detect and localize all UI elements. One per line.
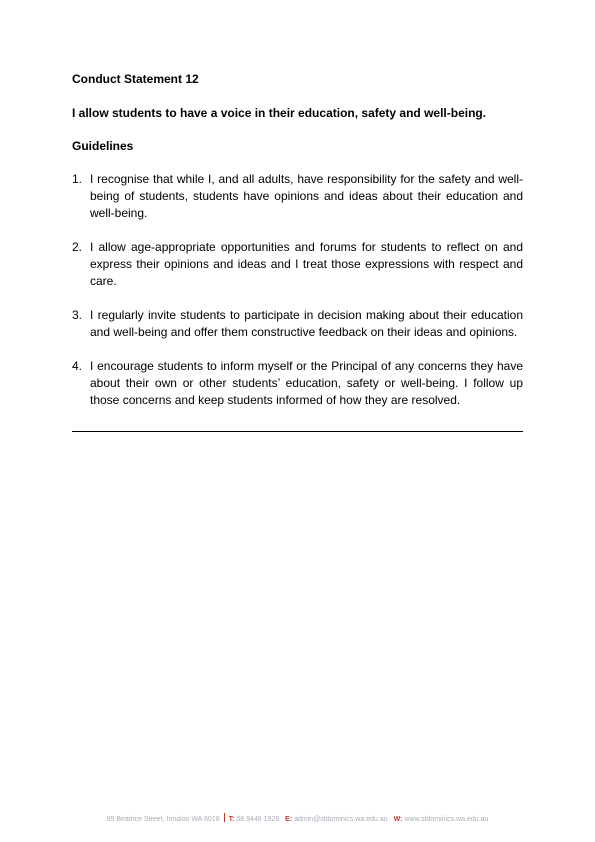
page-footer — [0, 813, 595, 825]
footer-email[interactable]: admin@stdominics.wa.edu.au — [294, 816, 388, 823]
footer-phone-label: T: — [228, 816, 235, 823]
guideline-text: I recognise that while I, and all adults, have responsibility for the safety and well-being of students, students have opinions and ideas about their education and well-being. — [90, 172, 523, 220]
footer-phone: 08 9446 1929 — [236, 816, 280, 823]
guideline-number: 1. — [72, 172, 83, 186]
guidelines-heading: Guidelines — [72, 139, 134, 153]
section-divider — [72, 431, 523, 432]
footer-separator — [224, 813, 225, 822]
guidelines-list — [72, 171, 523, 426]
statement-title: Conduct Statement 12 — [72, 72, 199, 86]
footer-web-label: W: — [393, 816, 403, 823]
guideline-item — [72, 171, 523, 222]
guideline-item — [72, 239, 523, 290]
footer-address: 95 Beatrice Street, Innaloo WA 6018 — [106, 816, 220, 823]
guideline-item — [72, 307, 523, 341]
guideline-text: I regularly invite students to participate in decision making about their education and well-being and offer them constructive feedback on their ideas and opinions. — [90, 308, 523, 339]
guideline-item — [72, 358, 523, 409]
guideline-text: I encourage students to inform myself or the Principal of any concerns they have about their own or other students’ education, safety or well-being. I follow up those concerns and keep students informed of how they are resolved. — [90, 359, 523, 407]
guideline-number: 4. — [72, 359, 83, 373]
guideline-number: 2. — [72, 240, 83, 254]
statement-principle: I allow students to have a voice in their education, safety and well-being. — [72, 106, 487, 120]
footer-web[interactable]: www.stdominics.wa.edu.au — [404, 816, 489, 823]
guideline-text: I allow age-appropriate opportunities and forums for students to reflect on and express their opinions and ideas and I treat those expressions with respect and care. — [90, 240, 523, 288]
footer-email-label: E: — [285, 816, 293, 823]
guideline-number: 3. — [72, 308, 83, 322]
